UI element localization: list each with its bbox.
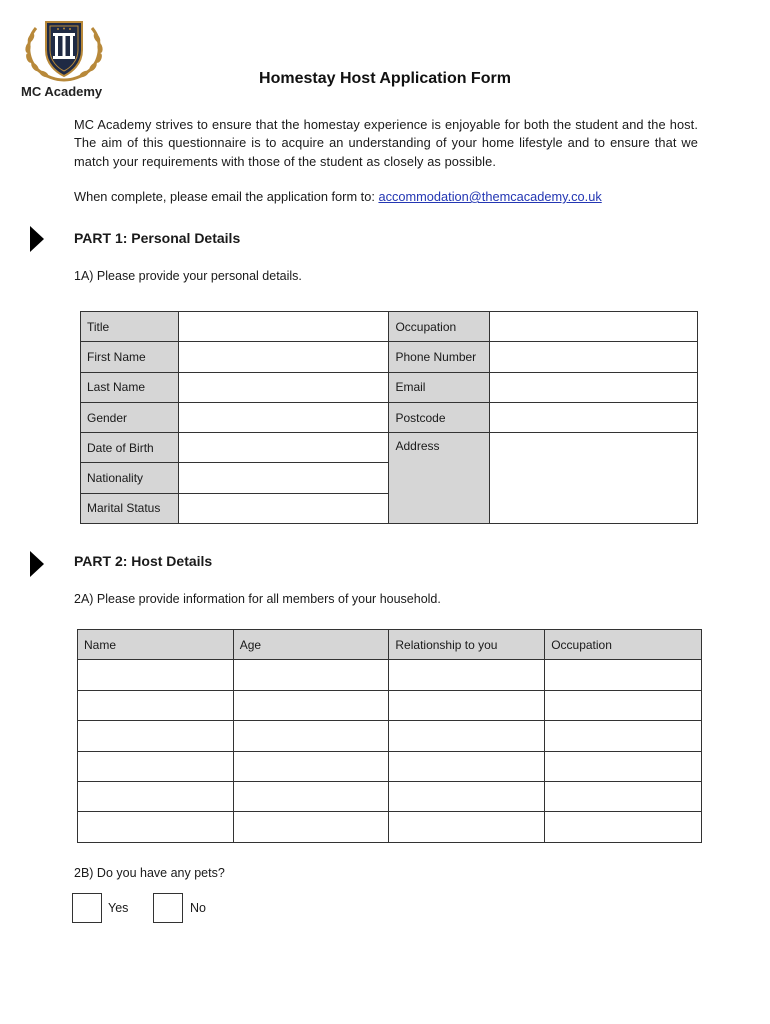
logo-text: MC Academy — [21, 84, 103, 99]
form-title: Homestay Host Application Form — [259, 70, 511, 87]
section-arrow-icon — [30, 551, 44, 577]
table-cell[interactable] — [233, 751, 389, 781]
pets-no-checkbox[interactable] — [153, 893, 183, 923]
title-field[interactable] — [178, 312, 389, 342]
gender-field[interactable] — [178, 402, 389, 432]
header-occupation: Occupation — [545, 630, 702, 660]
question-1a: 1A) Please provide your personal details. — [74, 269, 302, 283]
table-cell[interactable] — [78, 721, 234, 751]
label-marital-status: Marital Status — [81, 493, 179, 523]
part1-heading: PART 1: Personal Details — [74, 230, 241, 246]
header-age: Age — [233, 630, 389, 660]
table-row — [78, 812, 702, 842]
address-field[interactable] — [490, 433, 698, 524]
label-title: Title — [81, 312, 179, 342]
table-row — [78, 781, 702, 811]
table-row — [78, 721, 702, 751]
table-cell[interactable] — [389, 690, 545, 720]
label-phone-number: Phone Number — [389, 342, 490, 372]
email-field[interactable] — [490, 372, 698, 402]
table-cell[interactable] — [78, 660, 234, 690]
table-cell[interactable] — [389, 781, 545, 811]
phone-number-field[interactable] — [490, 342, 698, 372]
table-cell[interactable] — [233, 690, 389, 720]
question-2a: 2A) Please provide information for all members of your household. — [74, 592, 441, 606]
first-name-field[interactable] — [178, 342, 389, 372]
question-2b: 2B) Do you have any pets? — [74, 866, 225, 880]
email-instruction — [74, 189, 602, 204]
table-row — [78, 660, 702, 690]
table-cell[interactable] — [545, 812, 702, 842]
table-cell[interactable] — [78, 690, 234, 720]
table-cell[interactable] — [545, 721, 702, 751]
email-link[interactable]: accommodation@themcacademy.co.uk — [378, 189, 602, 204]
email-instruction-text: When complete, please email the application form to: — [74, 189, 379, 204]
date-of-birth-field[interactable] — [178, 433, 389, 463]
table-cell[interactable] — [389, 751, 545, 781]
postcode-field[interactable] — [490, 402, 698, 432]
table-cell[interactable] — [78, 812, 234, 842]
label-date-of-birth: Date of Birth — [81, 433, 179, 463]
last-name-field[interactable] — [178, 372, 389, 402]
table-cell[interactable] — [233, 781, 389, 811]
table-cell[interactable] — [78, 781, 234, 811]
pets-no-label: No — [190, 901, 206, 915]
label-occupation: Occupation — [389, 312, 490, 342]
household-members-table — [77, 629, 702, 843]
label-first-name: First Name — [81, 342, 179, 372]
pets-yes-label: Yes — [108, 901, 129, 915]
label-email: Email — [389, 372, 490, 402]
table-cell[interactable] — [233, 721, 389, 751]
table-cell[interactable] — [78, 751, 234, 781]
table-cell[interactable] — [389, 721, 545, 751]
section-arrow-icon — [30, 226, 44, 252]
personal-details-table — [80, 311, 698, 524]
table-cell[interactable] — [545, 690, 702, 720]
part2-heading: PART 2: Host Details — [74, 553, 213, 569]
label-postcode: Postcode — [389, 402, 490, 432]
label-gender: Gender — [81, 402, 179, 432]
label-nationality: Nationality — [81, 463, 179, 493]
table-cell[interactable] — [545, 781, 702, 811]
label-address: Address — [389, 433, 490, 524]
table-cell[interactable] — [389, 812, 545, 842]
table-cell[interactable] — [233, 812, 389, 842]
table-cell[interactable] — [545, 751, 702, 781]
header-name: Name — [78, 630, 234, 660]
occupation-field[interactable] — [490, 312, 698, 342]
table-row — [78, 751, 702, 781]
table-cell[interactable] — [389, 660, 545, 690]
table-cell[interactable] — [233, 660, 389, 690]
table-cell[interactable] — [545, 660, 702, 690]
header-relationship: Relationship to you — [389, 630, 545, 660]
pets-yes-checkbox[interactable] — [72, 893, 102, 923]
intro-paragraph: MC Academy strives to ensure that the homestay experience is enjoyable for both the student and the host. The aim of this questionnaire is to acquire an understanding of your home lifestyle and to ensure that we match your requirements with those of the student as closely as possible. — [74, 117, 698, 169]
marital-status-field[interactable] — [178, 493, 389, 523]
label-last-name: Last Name — [81, 372, 179, 402]
nationality-field[interactable] — [178, 463, 389, 493]
table-row — [78, 690, 702, 720]
